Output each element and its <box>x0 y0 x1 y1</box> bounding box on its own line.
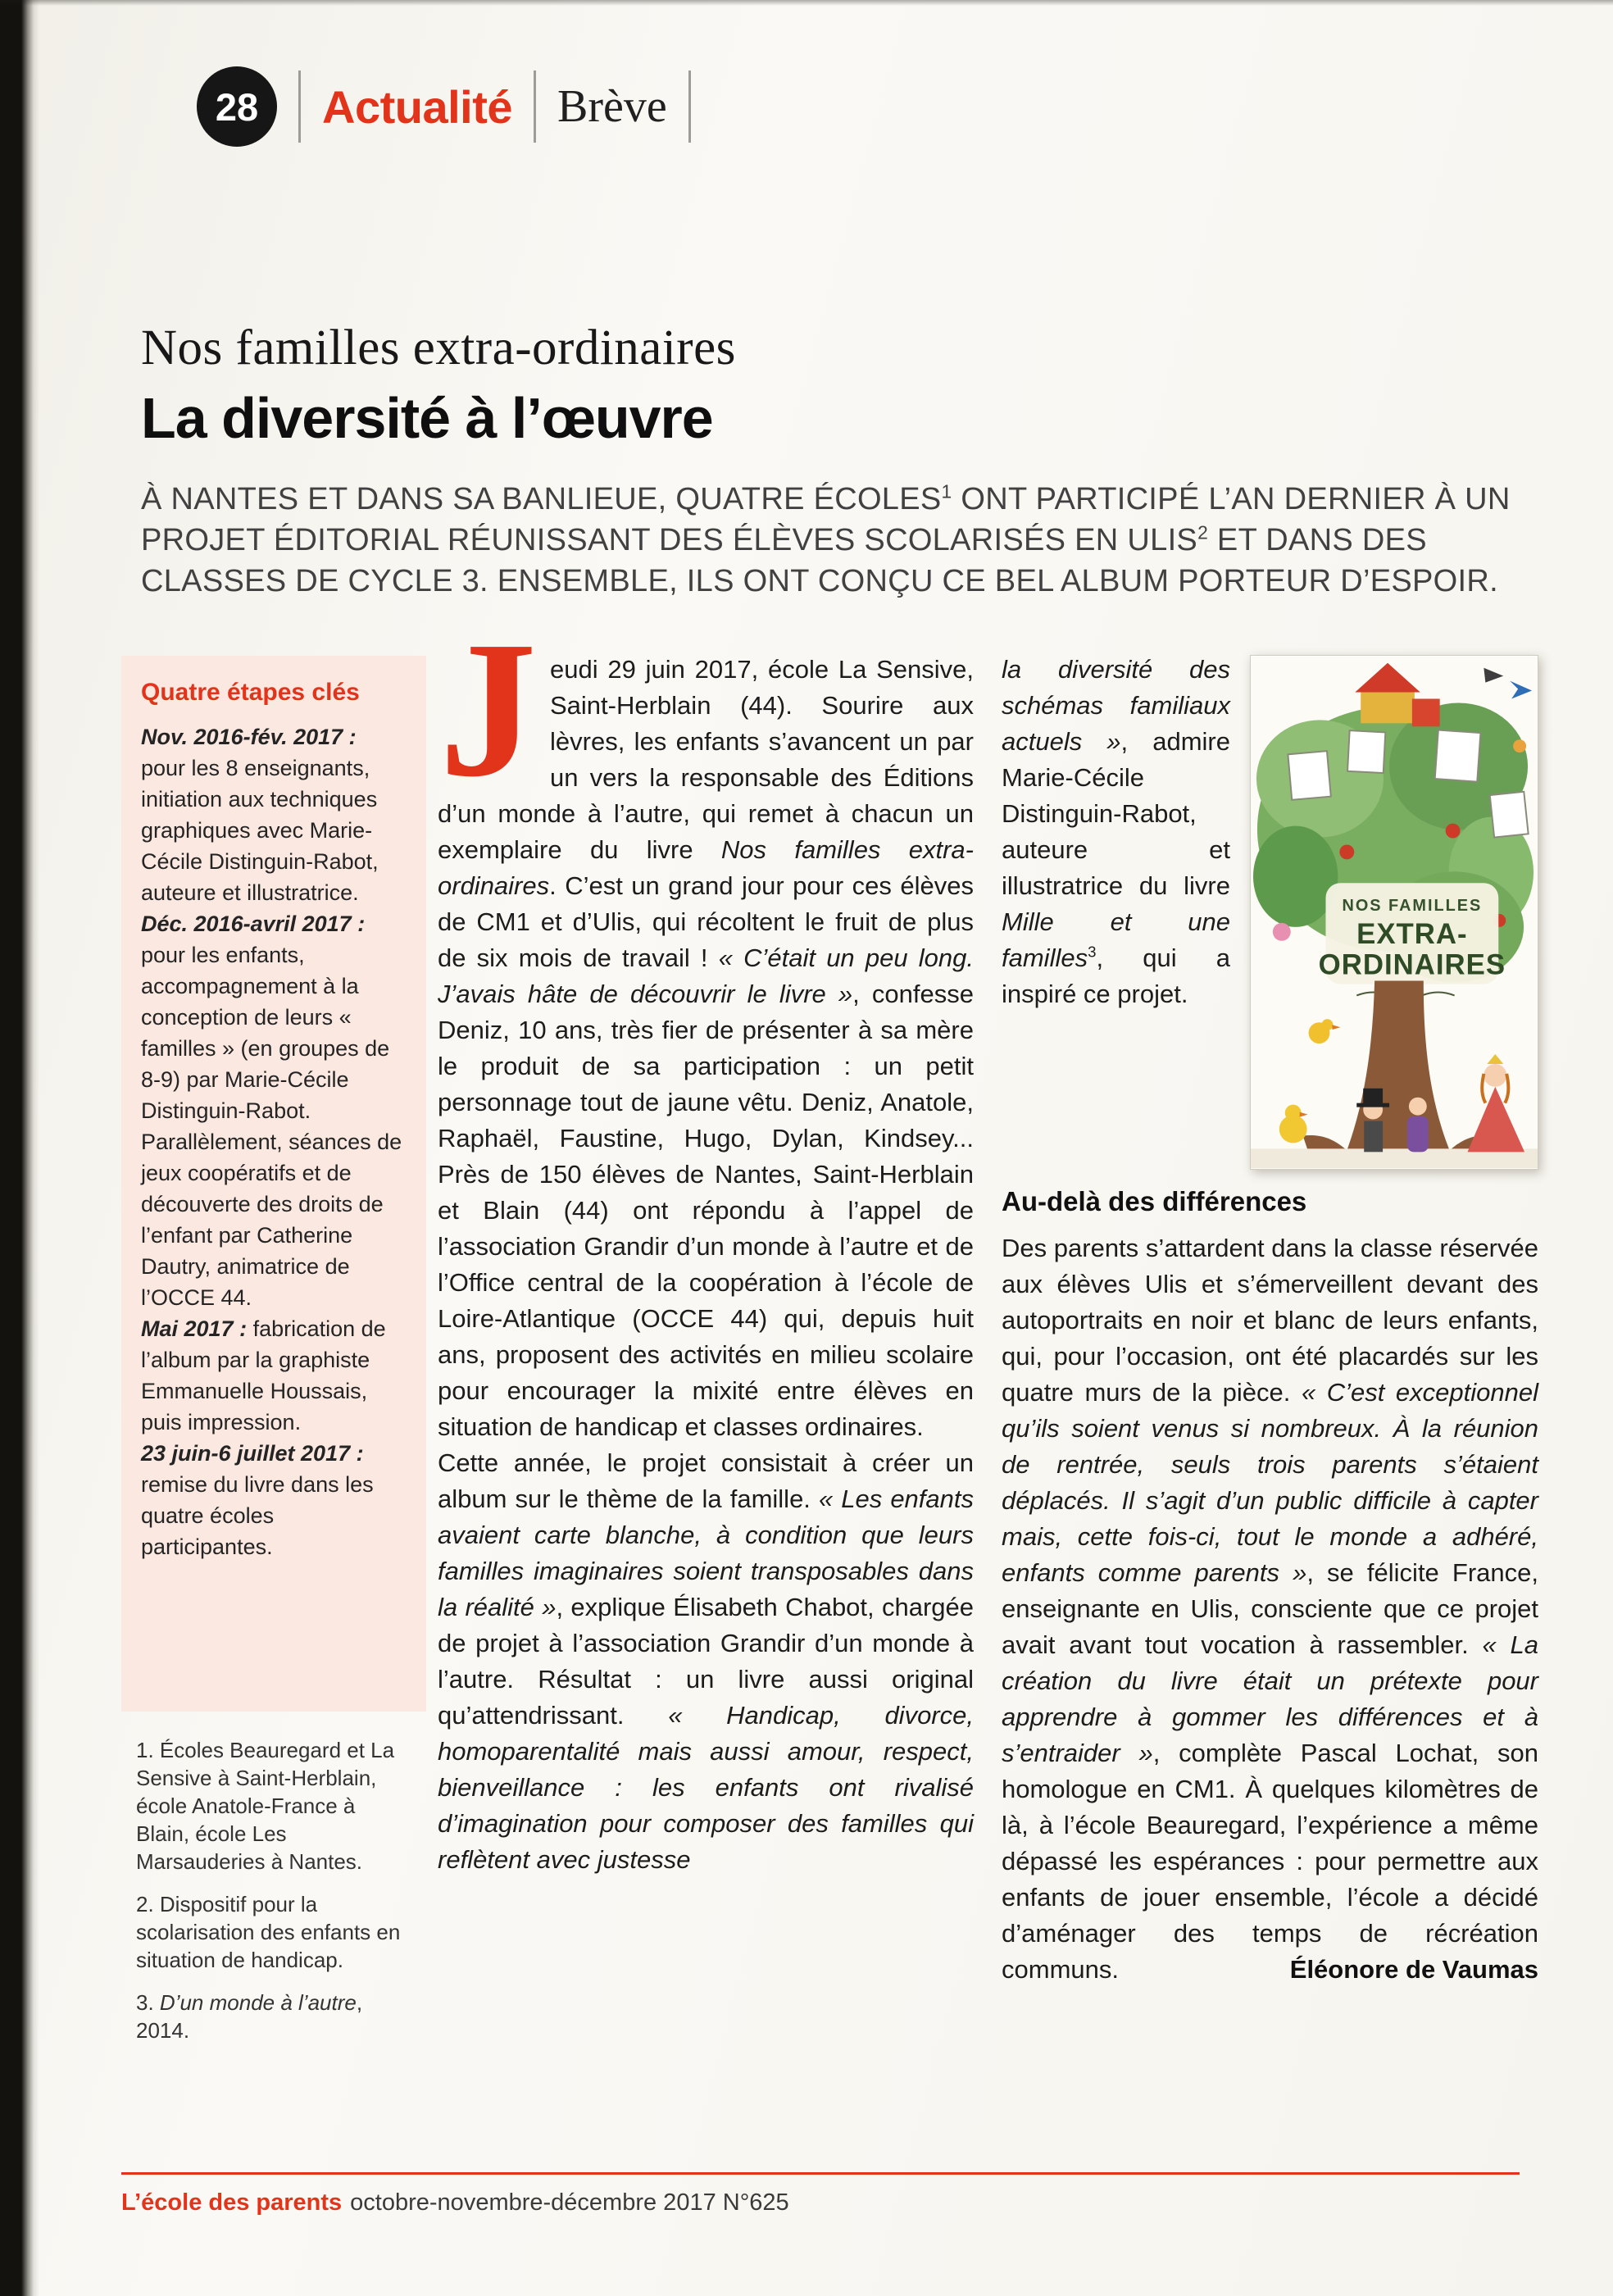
scan-top-shadow <box>0 0 1613 6</box>
key-steps-title: Quatre étapes clés <box>141 679 360 706</box>
cover-title-mid: EXTRA- <box>1356 917 1468 950</box>
scan-edge <box>0 0 39 2296</box>
page-number-badge <box>197 66 277 147</box>
article-paragraph: la diversité des schémas familiaux actuels », admire Marie-Cécile Distinguin-Rabot, auteure et illustratrice du livre Mille et une familles$^3$, qui a inspiré ce projet. <box>1002 655 1230 1008</box>
article-paragraph: Cette année, le projet consistait à créer un album sur le thème de la famille. « Les enfants avaient carte blanche, à condition que leurs familles imaginaires soient transposables dans la réalité », explique Élisabeth Chabot, chargée de projet à l’association Grandir d’un monde à l’autre. Résultat : un livre aussi original qu’attendrissant. « Handicap, divorce, homoparentalité mais aussi amour, respect, bienveillance : les enfants ont rivalisé d’imagination pour composer des familles qui reflètent avec justesse <box>438 1448 975 1874</box>
book-cover-image <box>1250 655 1538 1170</box>
article-column-2 <box>1002 652 1538 1988</box>
standfirst: À NANTES ET DANS SA BANLIEUE, QUATRE ÉCOLES$^1$ ONT PARTICIPÉ L’AN DERNIER À UN PROJET ÉDITORIAL RÉUNISSANT DES ÉLÈVES SCOLARISÉS EN ULIS$^2$ ET DANS DES CLASSES DE CYCLE 3. ENSEMBLE, ILS ONT CONÇU CE BEL ALBUM PORTEUR D’ESPOIR. <box>141 480 1511 598</box>
article-paragraph: Jeudi 29 juin 2017, école La Sensive, Saint-Herblain (44). Sourire aux lèvres, les enfants s’avancent un par un vers la responsable des Éditions d’un monde à l’autre, qui remet à chacun un exemplaire du livre Nos familles extra-ordinaires. C’est un grand jour pour ces élèves de CM1 et d’Ulis, qui récoltent le fruit de plus de six mois de travail ! « C’était un peu long. J’avais hâte de découvrir le livre », confesse Deniz, 10 ans, très fier de présenter à sa mère le produit de sa participation : un petit personnage tout de jaune vêtu. Deniz, Anatole, Raphaël, Faustine, Hugo, Dylan, Kindsey... Près de 150 élèves de Nantes, Saint-Herblain et Blain (44) ont répondu à l’appel de l’association Grandir d’un monde à l’autre et de l’Office central de la coopération à l’école de Loire-Atlantique (OCCE 44) qui, depuis huit ans, proposent des activités en milieu scolaire pour encourager la mixité entre élèves en situation de handicap et classes ordinaires. <box>438 602 974 1441</box>
key-steps-paragraph: 23 juin-6 juillet 2017 : remise du livre dans les quatre écoles participantes. <box>141 1441 374 1559</box>
key-steps-paragraph: Déc. 2016-avril 2017 : pour les enfants, accompagnement à la conception de leurs « familles » (en groupes de 8-9) par Marie-Cécile Distinguin-Rabot. Parallèlement, séances de jeux coopératifs et de découverte des droits de l’enfant par Catherine Dautry, animatrice de l’OCCE 44. <box>141 912 402 1310</box>
key-steps-box <box>121 656 426 1712</box>
article-kicker: Nos familles extra-ordinaires <box>141 321 736 375</box>
article-column-1 <box>438 602 975 1878</box>
subheading: Au-delà des différences <box>1002 1186 1307 1216</box>
header-divider <box>534 70 536 143</box>
subsection-label: Brève <box>557 81 667 132</box>
cover-title-bottom: ORDINAIRES <box>1318 948 1506 981</box>
issue-info: octobre-novembre-décembre 2017 N°625 <box>350 2189 789 2216</box>
book-cover-illustration <box>1251 656 1538 1169</box>
footnote: 1. Écoles Beauregard et La Sensive à Saint-Herblain, école Anatole-France à Blain, école Les Marsauderies à Nantes. <box>136 1738 395 1874</box>
magazine-name: L’école des parents <box>121 2189 343 2216</box>
dropcap: J <box>439 602 537 817</box>
header-divider <box>688 70 691 143</box>
page-header <box>197 64 691 149</box>
page-footer <box>121 2172 1520 2216</box>
article-paragraph: Des parents s’attardent dans la classe réservée aux élèves Ulis et s’émerveillent devant des autoportraits en noir et blanc de leurs enfants, qui, pour l’occasion, ont été placardés sur les quatre murs de la pièce. « C’est exceptionnel qu’ils soient venus si nombreux. À la réunion de rentrée, seuls trois parents s’étaient déplacés. Il s’agit d’un public difficile à capter mais, cette fois-ci, tout le monde a adhéré, enfants comme parents », se félicite France, enseignante en Ulis, consciente que ce projet avait avant tout vocation à rassembler. « La création du livre était un prétexte pour apprendre à gommer les différences et à s’entraider », complète Pascal Lochat, son homologue en CM1. À quelques kilomètres de là, à l’école Beauregard, l’expérience a même dépassé les espérances : pour permettre aux enfants de jouer ensemble, l’école a décidé d’aménager des temps de récréation communs. Éléonore de Vaumas <box>1002 1230 1538 1988</box>
section-label: Actualité <box>322 80 512 133</box>
title-block <box>141 320 1520 602</box>
byline: Éléonore de Vaumas <box>1289 1955 1538 1984</box>
left-column <box>121 656 426 1712</box>
footnote: 2. Dispositif pour la scolarisation des enfants en situation de handicap. <box>136 1892 401 1972</box>
page-number: 28 <box>215 84 259 129</box>
footnote: 3. D’un monde à l’autre, 2014. <box>136 1990 363 2043</box>
key-steps-paragraph: Nov. 2016-fév. 2017 : pour les 8 enseignants, initiation aux techniques graphiques avec Marie-Cécile Distinguin-Rabot, auteure et illustratrice. <box>141 725 379 905</box>
cover-title-top: NOS FAMILLES <box>1342 897 1483 916</box>
key-steps-paragraph: Mai 2017 : fabrication de l’album par la graphiste Emmanuelle Houssais, puis impression. <box>141 1316 386 1434</box>
footnotes <box>136 1736 410 2059</box>
article-headline: La diversité à l’œuvre <box>141 386 713 450</box>
header-divider <box>298 70 301 143</box>
